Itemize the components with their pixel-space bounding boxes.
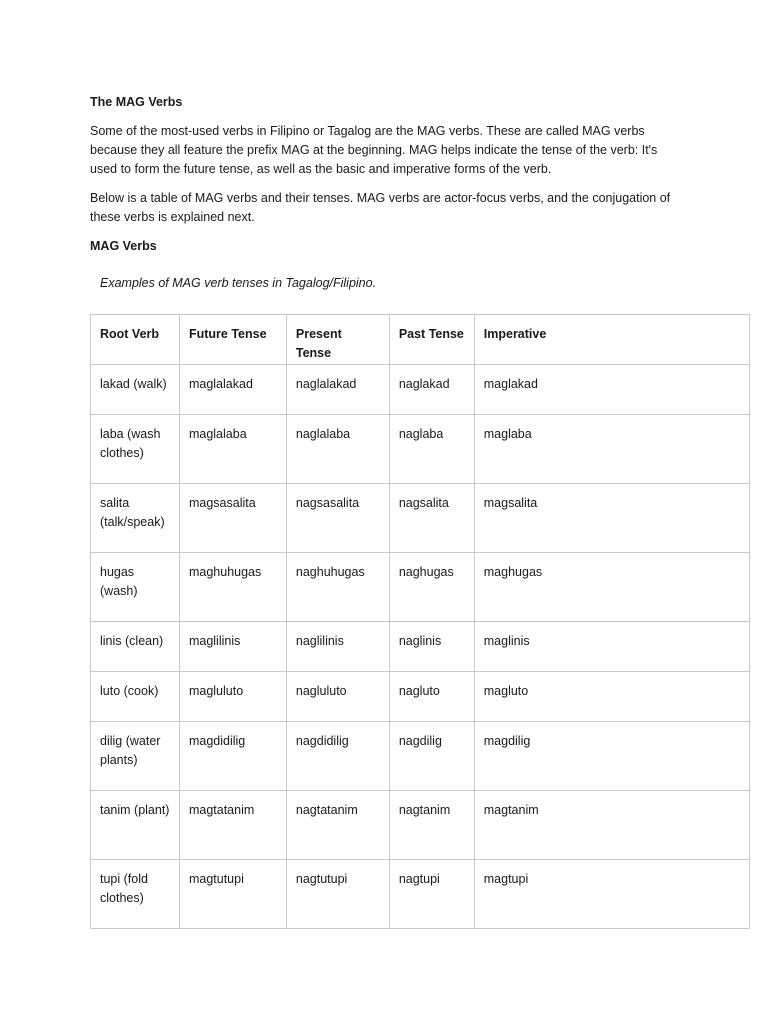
cell-imperative: magtupi — [474, 860, 749, 929]
cell-future-tense: magdidilig — [179, 722, 286, 791]
table-row — [91, 860, 750, 929]
cell-imperative: maglakad — [474, 365, 749, 415]
table-row — [91, 553, 750, 622]
cell-root-verb: dilig (water plants) — [91, 722, 180, 791]
cell-future-tense: maghuhugas — [179, 553, 286, 622]
cell-root-verb: tupi (fold clothes) — [91, 860, 180, 929]
table-row — [91, 622, 750, 672]
cell-present-tense: naghuhugas — [286, 553, 389, 622]
table-row — [91, 722, 750, 791]
cell-root-verb: tanim (plant) — [91, 791, 180, 860]
cell-future-tense: maglilinis — [179, 622, 286, 672]
intro-paragraph: Some of the most-used verbs in Filipino or Tagalog are the MAG verbs. These are called MAG verbs because they all feature the prefix MAG at the beginning. MAG helps indicate the tense of the verb: It's used to form the future tense, as well as the basic and imperative forms of the verb. — [90, 124, 658, 176]
header-future-tense: Future Tense — [179, 315, 286, 365]
cell-past-tense: naglaba — [389, 415, 474, 484]
cell-future-tense: magtatanim — [179, 791, 286, 860]
cell-future-tense: maglalaba — [179, 415, 286, 484]
cell-future-tense: maglalakad — [179, 365, 286, 415]
cell-present-tense: nagluluto — [286, 672, 389, 722]
cell-present-tense: naglalaba — [286, 415, 389, 484]
cell-imperative: maghugas — [474, 553, 749, 622]
cell-present-tense: nagtutupi — [286, 860, 389, 929]
cell-imperative: magluto — [474, 672, 749, 722]
cell-imperative: magsalita — [474, 484, 749, 553]
cell-past-tense: naghugas — [389, 553, 474, 622]
cell-past-tense: nagtupi — [389, 860, 474, 929]
section-heading: MAG Verbs — [90, 239, 157, 253]
cell-past-tense: naglinis — [389, 622, 474, 672]
cell-past-tense: nagtanim — [389, 791, 474, 860]
cell-imperative: magtanim — [474, 791, 749, 860]
cell-root-verb: lakad (walk) — [91, 365, 180, 415]
table-header-row — [91, 315, 750, 365]
cell-past-tense: nagsalita — [389, 484, 474, 553]
cell-future-tense: magtutupi — [179, 860, 286, 929]
table-caption: Examples of MAG verb tenses in Tagalog/Filipino. — [100, 276, 377, 290]
cell-past-tense: nagdilig — [389, 722, 474, 791]
cell-imperative: maglinis — [474, 622, 749, 672]
document-body — [90, 93, 690, 292]
mag-verbs-table — [90, 314, 750, 929]
table-row — [91, 791, 750, 860]
header-present-tense: Present Tense — [286, 315, 389, 365]
table-row — [91, 484, 750, 553]
cell-root-verb: linis (clean) — [91, 622, 180, 672]
header-root-verb: Root Verb — [91, 315, 180, 365]
cell-future-tense: magsasalita — [179, 484, 286, 553]
cell-root-verb: luto (cook) — [91, 672, 180, 722]
cell-imperative: maglaba — [474, 415, 749, 484]
cell-present-tense: nagdidilig — [286, 722, 389, 791]
table-row — [91, 415, 750, 484]
header-past-tense: Past Tense — [389, 315, 474, 365]
page-title: The MAG Verbs — [90, 95, 183, 109]
cell-imperative: magdilig — [474, 722, 749, 791]
cell-past-tense: naglakad — [389, 365, 474, 415]
table-row — [91, 672, 750, 722]
second-paragraph: Below is a table of MAG verbs and their tenses. MAG verbs are actor-focus verbs, and the conjugation of these verbs is explained next. — [90, 191, 671, 224]
cell-present-tense: nagtatanim — [286, 791, 389, 860]
cell-present-tense: nagsasalita — [286, 484, 389, 553]
cell-present-tense: naglalakad — [286, 365, 389, 415]
cell-root-verb: hugas (wash) — [91, 553, 180, 622]
cell-root-verb: laba (wash clothes) — [91, 415, 180, 484]
cell-root-verb: salita (talk/speak) — [91, 484, 180, 553]
table-row — [91, 365, 750, 415]
cell-past-tense: nagluto — [389, 672, 474, 722]
header-imperative: Imperative — [474, 315, 749, 365]
cell-present-tense: naglilinis — [286, 622, 389, 672]
cell-future-tense: magluluto — [179, 672, 286, 722]
